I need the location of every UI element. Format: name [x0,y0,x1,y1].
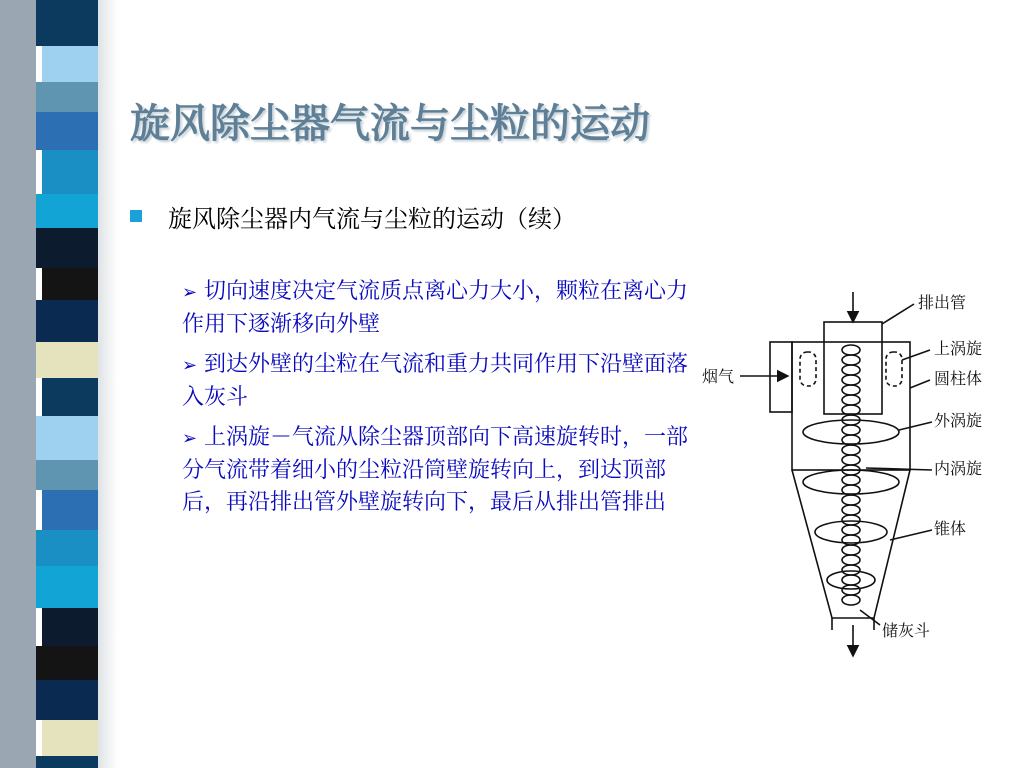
arrow-bullet-icon: ➢ [182,282,198,303]
spiral-loop [842,555,860,565]
spiral-loop [842,345,860,355]
strip-tile [42,608,100,646]
spiral-loop [842,575,860,585]
sub-point [182,276,692,341]
spiral-loop [842,585,860,595]
bullet-square-icon [130,210,142,222]
spiral-loop [842,475,860,485]
spiral-loop [842,385,860,395]
strip-tile [36,0,98,46]
spiral-loop [842,595,860,605]
sub-point [182,422,692,519]
spiral-loop [842,495,860,505]
label-hopper: 储灰斗 [882,621,931,640]
strip-grey-band [0,0,36,768]
label-inner-vortex: 内涡旋 [934,459,983,478]
strip-tile [36,342,98,378]
strip-tile [42,150,100,194]
strip-tile [42,268,100,300]
strip-tile [36,530,98,566]
inner-vortex-spiral [842,345,860,605]
strip-tile [36,228,98,268]
strip-tile [36,194,98,228]
arrow-bullet-icon: ➢ [182,428,198,449]
spiral-loop [842,395,860,405]
spiral-loop [842,515,860,525]
strip-tile [36,112,98,150]
label-outlet-pipe: 排出管 [918,293,967,312]
sub-points [182,276,692,527]
spiral-loop [842,445,860,455]
spiral-loop [842,545,860,555]
strip-tile [42,378,100,416]
label-cone: 锥体 [934,519,967,538]
strip-tile [36,756,98,768]
label-cylinder: 圆柱体 [934,369,983,388]
sub-point-text: 上涡旋－气流从除尘器顶部向下高速旋转时，一部分气流带着细小的尘粒沿筒壁旋转向上，到达顶部后，再沿排出管外壁旋转向下，最后从排出管排出 [182,425,689,515]
label-outer-vortex: 外涡旋 [934,411,983,430]
strip-tile [36,300,98,342]
strip-tiles [36,0,98,768]
spiral-loop [842,425,860,435]
cyclone-diagram [700,280,1010,670]
strip-tile [36,646,98,680]
spiral-loop [842,525,860,535]
strip-tile [42,720,100,756]
sub-point [182,349,692,414]
label-upper-vortex: 上涡旋 [934,339,983,358]
spiral-loop [842,375,860,385]
outlet-pipe-shape [824,322,882,414]
strip-tile [36,460,98,490]
strip-tile [36,416,98,460]
strip-shade [98,0,118,768]
main-bullet-text: 旋风除尘器内气流与尘粒的运动（续） [168,204,576,233]
spiral-loop [842,455,860,465]
strip-tile [36,82,98,112]
arrow-bullet-icon: ➢ [182,355,198,376]
spiral-loop [842,355,860,365]
spiral-loop [842,365,860,375]
cylinder-shape [792,342,910,470]
strip-tile [42,490,100,530]
sub-point-text: 切向速度决定气流质点离心力大小，颗粒在离心力作用下逐渐移向外壁 [182,279,689,337]
inlet-duct-shape [770,342,792,412]
strip-tile [42,46,100,82]
sub-point-text: 到达外壁的尘粒在气流和重力共同作用下沿壁面落入灰斗 [182,352,689,410]
slide-title: 旋风除尘器气流与尘粒的运动 [130,100,650,147]
spiral-loop [842,505,860,515]
main-bullet [130,198,576,234]
spiral-loop [842,565,860,575]
strip-tile [36,680,98,720]
decorative-strip [0,0,118,768]
label-flue-gas: 烟气 [702,367,735,386]
strip-tile [36,566,98,608]
